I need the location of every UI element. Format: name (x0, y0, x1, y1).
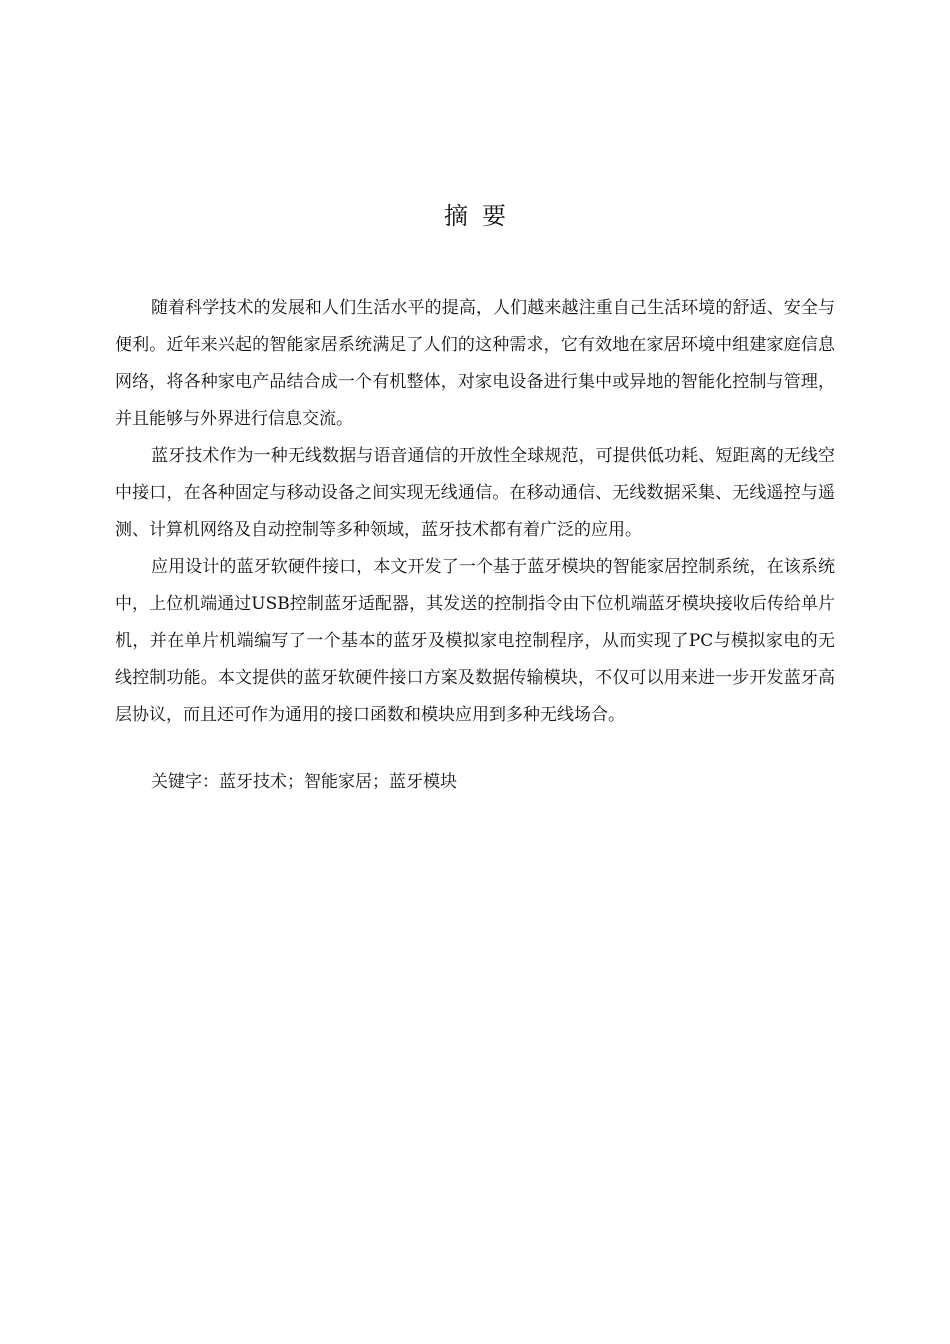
keywords-line: 关键字：蓝牙技术；智能家居；蓝牙模块 (151, 772, 457, 792)
abstract-paragraph-3: 应用设计的蓝牙软硬件接口，本文开发了一个基于蓝牙模块的智能家居控制系统，在该系统中，上位机端通过USB控制蓝牙适配器，其发送的控制指令由下位机端蓝牙模块接收后传给单片机，并在单片机端编写了一个基本的蓝牙及模拟家电控制程序，从而实现了PC与模拟家电的无线控制功能。本文提供的蓝牙软硬件接口方案及数据传输模块，不仅可以用来进一步开发蓝牙高层协议，而且还可作为通用的接口函数和模块应用到多种无线场合。 (115, 557, 835, 725)
abstract-paragraph-2: 蓝牙技术作为一种无线数据与语音通信的开放性全球规范，可提供低功耗、短距离的无线空中接口，在各种固定与移动设备之间实现无线通信。在移动通信、无线数据采集、无线遥控与遥测、计算机网络及自动控制等多种领域，蓝牙技术都有着广泛的应用。 (115, 446, 835, 540)
abstract-body (115, 290, 835, 801)
abstract-title: 摘要 (444, 202, 520, 230)
abstract-paragraph-1: 随着科学技术的发展和人们生活水平的提高，人们越来越注重自己生活环境的舒适、安全与便利。近年来兴起的智能家居系统满足了人们的这种需求，它有效地在家居环境中组建家庭信息网络，将各种家电产品结合成一个有机整体，对家电设备进行集中或异地的智能化控制与管理，并且能够与外界进行信息交流。 (115, 298, 835, 429)
